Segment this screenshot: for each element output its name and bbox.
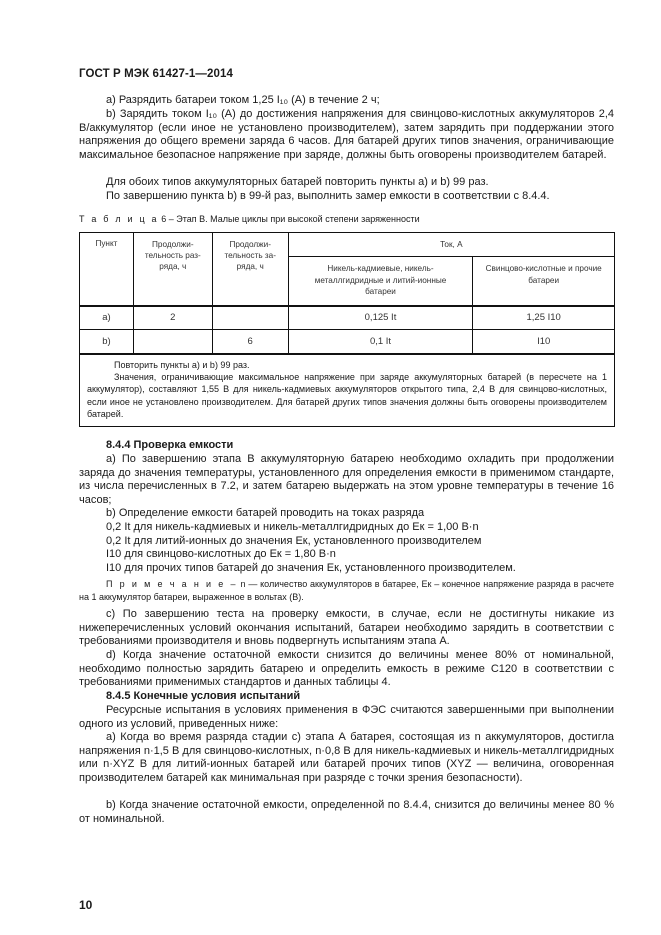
cell-charge: 6: [212, 330, 288, 354]
section-844-item-d: d) Когда значение остаточной емкости снизится до величины менее 80% от номинальной, необходимо полностью зарядить батарею и определить емкость в режиме C120 в соответствии с требованиями применимых стандартов и данных таблицы 4.: [79, 649, 614, 689]
intro-item-a: а) Разрядить батареи током 1,25 I₁₀ (А) в течение 2 ч;: [106, 94, 380, 106]
intro-repeat: Для обоих типов аккумуляторных батарей повторить пункты а) и b) 99 раз.: [106, 176, 489, 188]
table-caption: [79, 214, 420, 224]
section-845-title: 8.4.5 Конечные условия испытаний: [106, 690, 301, 702]
header-lead-batteries: Свинцово-кислотные и прочие батареи: [473, 257, 615, 306]
header-item: Пункт: [80, 233, 134, 306]
current-line-2: 0,2 It для литий-ионных до значения Eк, установленного производителем: [106, 535, 482, 547]
current-line-4: I10 для прочих типов батарей до значения Eк, установленного производителем.: [106, 562, 516, 574]
intro-item-b: b) Зарядить током I₁₀ (А) до достижения напряжения для свинцово-кислотных аккумуляторов 2,4 В/аккумулятор (если иное не установлено производителем), затем зарядить при поддержании этого напряжения до общего времени заряда 6 часов. Для батарей других типов значения, ограничивающие максимальное безопасное напряжение при заряде, должны быть оговорены производителем батарей.: [79, 108, 614, 161]
table-row: [80, 330, 615, 354]
cell-item: b): [80, 330, 134, 354]
section-845-item-a: а) Когда во время разряда стадии с) этапа А батарея, состоящая из n аккумуляторов, достигла напряжения n·1,5 В для свинцово-кислотных, n·0,8 В для никель-кадмиевых и никель-металлгидридных или n·XYZ В для литий-ионных батарей или батарей прочих типов (XYZ — величина, оговоренная производителем батарей как минимальная при разряде с точки зрения безопасности).: [79, 731, 614, 784]
section-845-intro: Ресурсные испытания в условиях применения в ФЭС считаются завершенными при выполнении одного из условий, приведенных ниже:: [79, 704, 614, 730]
table-note-repeat: Повторить пункты а) и b) 99 раз.: [114, 360, 250, 370]
page-number: 10: [79, 898, 93, 912]
cell-ni-li-current: 0,1 It: [288, 330, 473, 354]
table-note-text: Значения, ограничивающие максимальное напряжение при заряде аккумуляторных батарей (в пересчете на 1 аккумулятор), составляют 1,55 В для никель-кадмиевых аккумуляторов открытого типа, 2,4 В для свинцово-кислотных, если иное не установлено производителем. Для батарей других типов значения должны быть оговорены производителем батарей.: [87, 372, 607, 419]
table-row: [80, 306, 615, 330]
section-844-item-b: b) Определение емкости батарей проводить на токах разряда: [106, 507, 425, 519]
current-line-3: I10 для свинцово-кислотных до Eк = 1,80 В·n: [106, 548, 336, 560]
cell-discharge: [133, 330, 212, 354]
note-label: П р и м е ч а н и е –: [106, 579, 238, 589]
section-844-item-c: c) По завершению теста на проверку емкости, в случае, если не достигнуты никакие из нижеперечисленных условий окончания испытаний, батареи необходимо зарядить в соответствии с требованиями производителя и вновь подвергнуть испытаниям этапа А.: [79, 608, 614, 648]
header-charge-duration: Продолжи-тельность за-ряда, ч: [212, 233, 288, 306]
table-note: [79, 354, 615, 427]
header-ni-li-batteries: Никель-кадмиевые, никель-металлгидридные и литий-ионные батареи: [288, 257, 473, 306]
cell-lead-current: I10: [473, 330, 615, 354]
section-844-note: [79, 578, 614, 603]
cell-charge: [212, 306, 288, 330]
header-discharge-duration: Продолжи-тельность раз-ряда, ч: [133, 233, 212, 306]
table-caption-text: 6 – Этап В. Малые циклы при высокой степени заряженности: [161, 214, 420, 224]
cell-item: а): [80, 306, 134, 330]
intro-after: По завершению пункта b) в 99-й раз, выполнить замер емкости в соответствии с 8.4.4.: [106, 190, 550, 202]
cell-ni-li-current: 0,125 It: [288, 306, 473, 330]
section-844-item-a: а) По завершению этапа В аккумуляторную батарею необходимо охладить при продолжении заряда до значения температуры, установленного для определения емкости в применимом стандарте, из числа перечисленных в 7.2, и затем батарею выдержать на этом уровне температуры в течение 16 часов;: [79, 453, 614, 506]
section-845-item-b: b) Когда значение остаточной емкости, определенной по 8.4.4, снизится до величины менее 80 % от номинальной.: [79, 799, 614, 825]
current-line-1: 0,2 It для никель-кадмиевых и никель-металлгидридных до Eк = 1,00 В·n: [106, 521, 479, 533]
cell-discharge: 2: [133, 306, 212, 330]
header-current-group: Ток, А: [288, 233, 614, 257]
section-844-title: 8.4.4 Проверка емкости: [106, 439, 234, 451]
note-text: n — количество аккумуляторов в батарее, Eк – конечное напряжение разряда в расчете на 1 аккумулятор батареи, выраженное в вольтах (В).: [79, 579, 614, 602]
cell-lead-current: 1,25 I10: [473, 306, 615, 330]
table-6: [79, 232, 615, 355]
standard-id-header: ГОСТ Р МЭК 61427-1—2014: [79, 68, 233, 80]
table-caption-label: Т а б л и ц а: [79, 214, 159, 224]
